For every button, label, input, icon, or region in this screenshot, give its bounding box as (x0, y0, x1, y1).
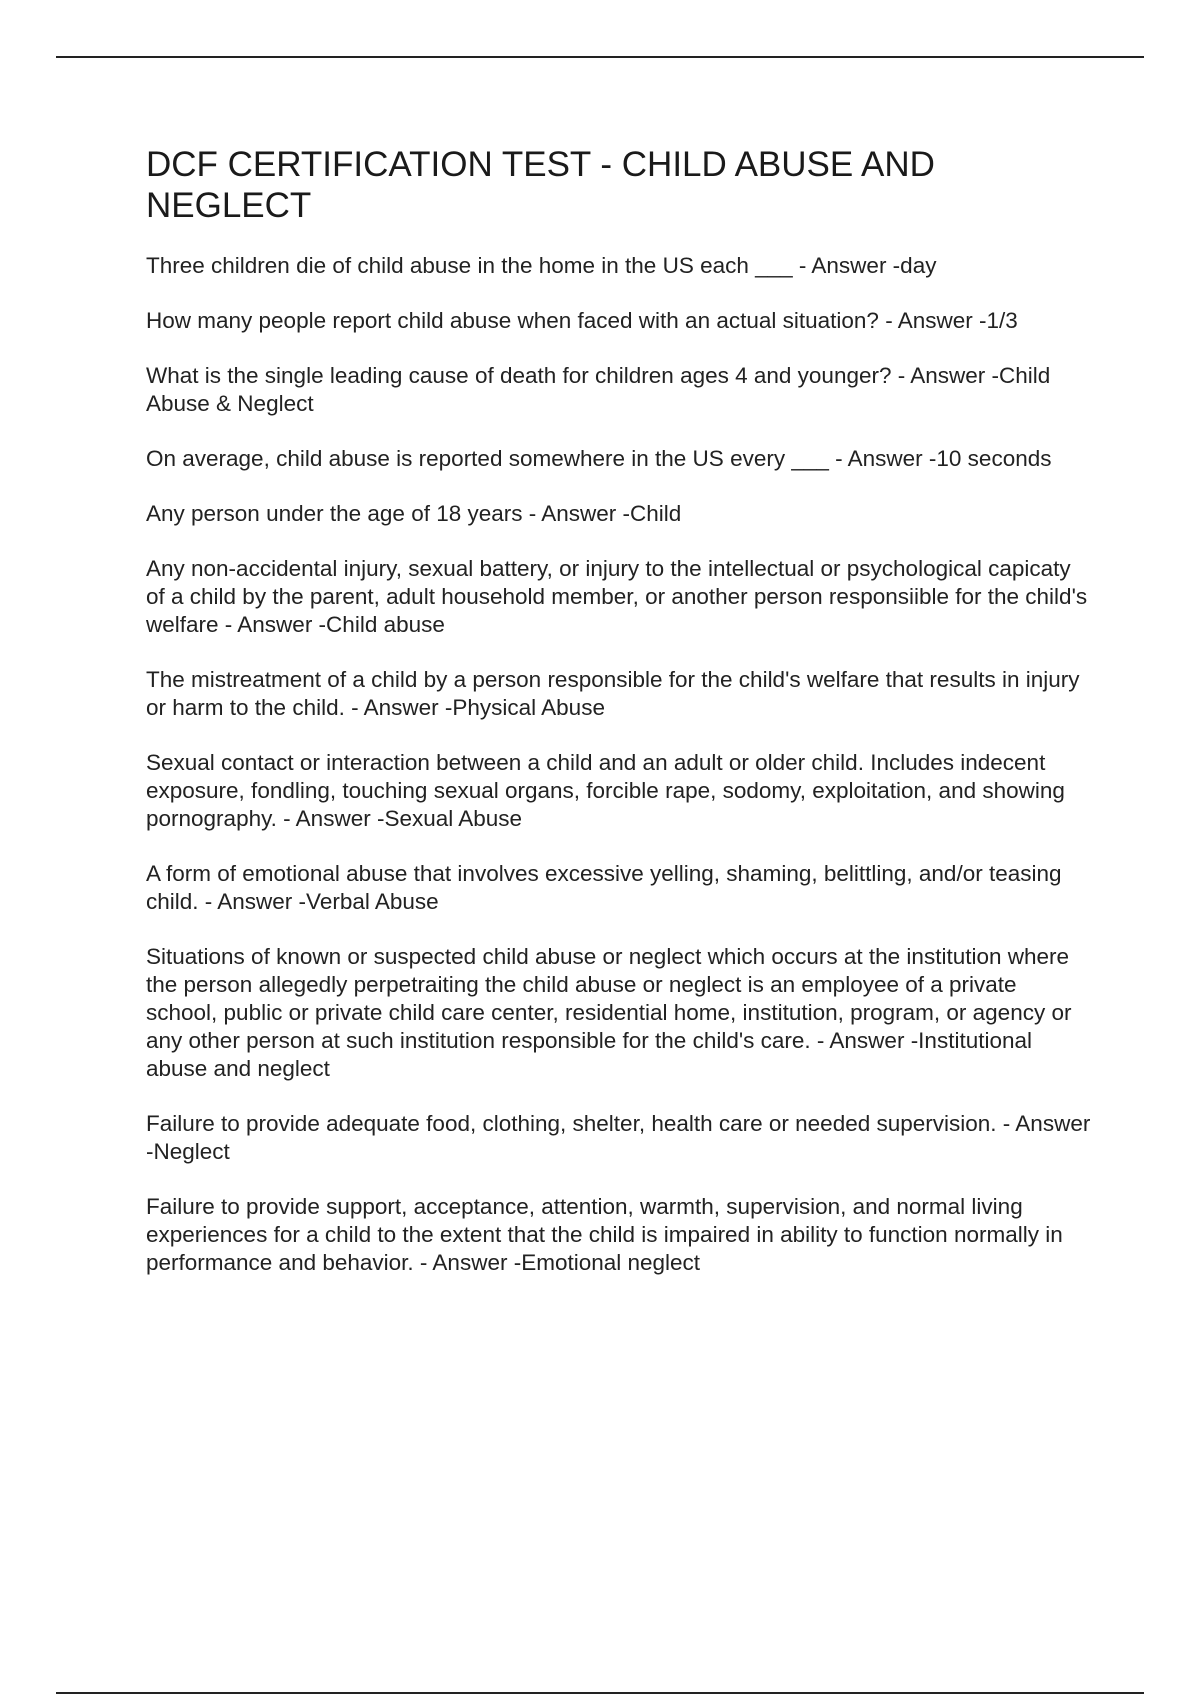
document-body (146, 144, 1094, 1304)
qa-list (146, 252, 1094, 1277)
qa-item: Three children die of child abuse in the home in the US each ___ - Answer -day (146, 253, 937, 278)
bottom-divider (56, 1692, 1144, 1694)
qa-item: Situations of known or suspected child abuse or neglect which occurs at the institution where the person allegedly perpetraiting the child abuse or neglect is an employee of a private school, public or private child care center, residential home, institution, program, or agency or any other person at such institution responsible for the child's care. - Answer -Institutional abuse and neglect (146, 944, 1072, 1081)
qa-item: Sexual contact or interaction between a child and an adult or older child. Includes indecent exposure, fondling, touching sexual organs, forcible rape, sodomy, exploitation, and showing pornography. - Answer -Sexual Abuse (146, 750, 1065, 831)
qa-item: Any person under the age of 18 years - Answer -Child (146, 501, 682, 526)
top-divider (56, 56, 1144, 58)
document-title: DCF CERTIFICATION TEST - CHILD ABUSE AND NEGLECT (146, 145, 935, 225)
qa-item: A form of emotional abuse that involves excessive yelling, shaming, belittling, and/or teasing child. - Answer -Verbal Abuse (146, 861, 1062, 914)
qa-item: Failure to provide support, acceptance, attention, warmth, supervision, and normal living experiences for a child to the extent that the child is impaired in ability to function normally in performance and behavior. - Answer -Emotional neglect (146, 1194, 1063, 1275)
qa-item: The mistreatment of a child by a person responsible for the child's welfare that results in injury or harm to the child. - Answer -Physical Abuse (146, 667, 1080, 720)
qa-item: Failure to provide adequate food, clothing, shelter, health care or needed supervision. - Answer -Neglect (146, 1111, 1091, 1164)
qa-item: Any non-accidental injury, sexual battery, or injury to the intellectual or psychological capicaty of a child by the parent, adult household member, or another person responsiible for the child's welfare - Answer -Child abuse (146, 556, 1088, 637)
qa-item: On average, child abuse is reported somewhere in the US every ___ - Answer -10 seconds (146, 446, 1052, 471)
qa-item: How many people report child abuse when faced with an actual situation? - Answer -1/3 (146, 308, 1018, 333)
qa-item: What is the single leading cause of death for children ages 4 and younger? - Answer -Child Abuse & Neglect (146, 363, 1051, 416)
